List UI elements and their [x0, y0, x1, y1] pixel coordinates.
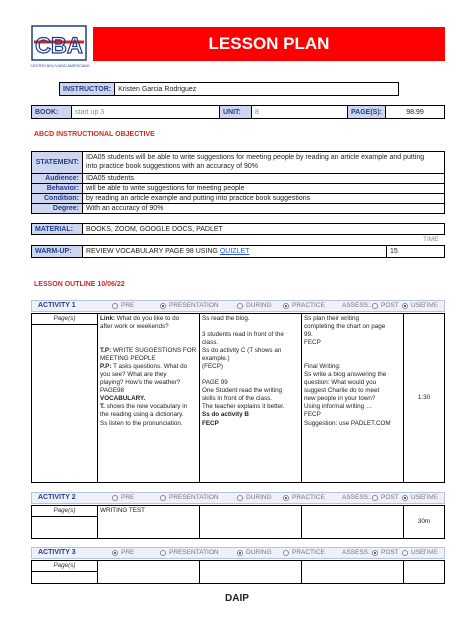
radio-checked-icon: [372, 550, 378, 556]
warmup-value[interactable]: [83, 246, 387, 258]
activity-3-pre[interactable]: PRE: [112, 549, 134, 556]
radio-icon: [112, 303, 118, 309]
activity-3-use[interactable]: USE: [402, 549, 424, 556]
outline-heading: LESSON OUTLINE 10/06/22: [34, 281, 125, 288]
activity-2-assess: ASSESS.:: [342, 494, 372, 501]
activity-3-practice-cell[interactable]: [200, 561, 302, 584]
activity-2-presentation[interactable]: PRESENTATION: [160, 494, 219, 501]
activity-3-grid: [31, 560, 445, 584]
radio-icon: [372, 303, 378, 309]
instructor-value[interactable]: Kristen Garcia Rodriguez: [115, 83, 399, 96]
activity-3-presentation-cell[interactable]: [98, 561, 200, 584]
activity-2-time[interactable]: 30m: [404, 506, 445, 539]
audience-label: Audience:: [32, 173, 83, 183]
activity-text-line: FECP: [304, 411, 321, 419]
activity-text-line: [202, 371, 299, 379]
activity-text-line: Ss do activity B: [202, 411, 249, 419]
activity-1-presentation-cell[interactable]: [98, 314, 200, 483]
radio-icon: [112, 495, 118, 501]
statement-value[interactable]: [83, 152, 445, 174]
activity-1-use[interactable]: USE: [402, 302, 424, 309]
activity-text-line: 3 students read in front of the: [202, 331, 284, 339]
statement-label: STATEMENT:: [32, 152, 83, 174]
activity-1-use-text: [304, 315, 401, 428]
activity-text-line: completing the chart on page: [304, 323, 386, 331]
book-label: BOOK:: [32, 106, 72, 119]
activity-1-time[interactable]: 1:30: [404, 314, 445, 483]
activity-text-line: MEETING PEOPLE: [100, 355, 156, 363]
activity-2-during[interactable]: DURING: [237, 494, 272, 501]
activity-1-practice-cell[interactable]: [200, 314, 302, 483]
pages-value[interactable]: 98.99: [385, 106, 444, 119]
activity-text-line: One Student read the writing: [202, 387, 283, 395]
radio-icon: [402, 550, 408, 556]
activity-3-post[interactable]: POST: [372, 549, 399, 556]
activity-2-practice-cell[interactable]: [200, 506, 302, 539]
activity-1-time-header: TIME: [422, 302, 438, 309]
activity-text-line: Ss read the blog.: [202, 315, 250, 322]
svg-text:CBA: CBA: [35, 33, 83, 58]
activity-1-presentation[interactable]: PRESENTATION: [160, 302, 219, 309]
activity-text-line: skills in front of the class.: [202, 395, 272, 403]
behavior-value[interactable]: will be able to write suggestions for meeting people: [83, 183, 445, 193]
radio-icon: [237, 303, 243, 309]
activity-3-header: [31, 547, 445, 559]
material-value[interactable]: BOOKS, ZOOM, GOOGLE DOCS, PADLET: [83, 224, 445, 235]
activity-2-post[interactable]: POST: [372, 494, 399, 501]
activity-text-line: class.: [202, 339, 219, 347]
activity-text-line: [304, 355, 401, 363]
activity-text-line: new people in your town?: [304, 395, 376, 403]
objective-heading: ABCD INSTRUCTIONAL OBJECTIVE: [34, 131, 155, 138]
activity-3-practice[interactable]: PRACTICE: [283, 549, 325, 556]
activity-text-line: P.P: T asks questions. What do: [100, 363, 188, 371]
activity-1-header: [31, 300, 445, 312]
condition-label: Condition:: [32, 193, 83, 203]
activity-text-line: [202, 323, 299, 331]
behavior-label: Behavior:: [32, 183, 83, 193]
activity-text-line: [304, 347, 401, 355]
footer-daip: DAIP: [225, 593, 249, 604]
activity-text-line: T. shows the new vocabulary in: [100, 403, 188, 411]
activity-2-presentation-text: [100, 507, 197, 515]
radio-checked-icon: [160, 303, 166, 309]
activity-text-line: Ss do activity C (T shows an: [202, 347, 282, 355]
condition-value[interactable]: by reading an article example and putting into practice book suggestions: [83, 193, 445, 203]
warmup-label: WARM-UP:: [32, 246, 83, 258]
activity-1-practice-text: [202, 315, 299, 428]
activity-text-line: FECP: [202, 419, 219, 427]
activity-text-line: the reading using a dictionary.: [100, 411, 184, 419]
cba-logo-graphic: [30, 22, 88, 64]
activity-text-line: playing? How's the weather?: [100, 379, 181, 387]
activity-1-post[interactable]: POST: [372, 302, 399, 309]
book-value[interactable]: start up 3: [72, 106, 220, 119]
activity-2-header: [31, 492, 445, 504]
radio-checked-icon: [402, 495, 408, 501]
activity-2-time-header: TIME: [422, 494, 438, 501]
activity-text-line: Link: What do you like to do: [100, 315, 180, 322]
unit-label: UNIT:: [220, 106, 252, 119]
radio-checked-icon: [402, 303, 408, 309]
activity-text-line: (FECP): [202, 363, 223, 371]
activity-2-practice[interactable]: PRACTICE: [283, 494, 325, 501]
activity-3-assess: ASSESS.:: [342, 549, 372, 556]
activity-text-line: suggest Charlie do to meet: [304, 387, 380, 395]
activity-1-during[interactable]: DURING: [237, 302, 272, 309]
activity-text-line: [100, 331, 197, 339]
warmup-table: [31, 245, 445, 258]
activity-2-pages-value[interactable]: [32, 517, 98, 539]
activity-3-time[interactable]: [404, 561, 445, 584]
activity-text-line: The teacher explains it better.: [202, 403, 285, 411]
activity-text-line: question: What would you: [304, 379, 377, 387]
book-table: [31, 105, 445, 119]
activity-text-line: PAGE 99: [202, 379, 228, 387]
radio-checked-icon: [112, 550, 118, 556]
activity-text-line: you see? What are they: [100, 371, 167, 379]
cba-logo: [30, 22, 88, 64]
warmup-text: REVIEW VOCABULARY PAGE 98 USING: [86, 248, 220, 255]
statement-line-2: into practice book suggestions with an accuracy of 90%: [86, 163, 258, 171]
activity-text-line: Final Writing:: [304, 363, 341, 371]
radio-checked-icon: [237, 550, 243, 556]
activity-2-grid: [31, 505, 445, 539]
activity-text-line: example.): [202, 355, 230, 363]
radio-checked-icon: [283, 303, 289, 309]
activity-1-pre[interactable]: PRE: [112, 302, 134, 309]
activity-1-assess: ASSESS.:: [342, 302, 372, 309]
material-table: [31, 223, 445, 235]
activity-2-pages-label: Page(s): [32, 506, 98, 517]
activity-text-line: FECP: [304, 339, 321, 347]
activity-text-line: WRITING TEST: [100, 507, 146, 514]
page-title: LESSON PLAN: [93, 27, 445, 61]
activity-text-line: after work or weekends?: [100, 323, 169, 331]
unit-value[interactable]: 8: [252, 106, 348, 119]
activity-1-pages-label: Page(s): [32, 314, 98, 325]
activity-3-pages-label: Page(s): [32, 561, 98, 572]
radio-icon: [160, 495, 166, 501]
activity-1-title: ACTIVITY 1: [38, 302, 76, 309]
radio-icon: [237, 495, 243, 501]
activity-1-presentation-text: [100, 315, 197, 428]
instructor-label: INSTRUCTOR:: [60, 83, 115, 96]
activity-2-use[interactable]: USE: [402, 494, 424, 501]
material-label: MATERIAL:: [32, 224, 83, 235]
activity-1-grid: [31, 313, 445, 483]
activity-1-pages-value[interactable]: [32, 325, 98, 483]
warmup-time-header: TIME: [423, 236, 439, 243]
activity-text-line: PAGE98: [100, 387, 125, 395]
instructor-table: [59, 82, 399, 96]
radio-icon: [372, 495, 378, 501]
objective-table: [31, 151, 445, 214]
activity-text-line: Ss write a blog answering the: [304, 371, 387, 379]
activity-text-line: Ss plan their writing: [304, 315, 359, 322]
activity-3-pages-value[interactable]: [32, 572, 98, 584]
statement-line-1: IDA05 students will be able to write suggestions for meeting people by reading an article example and putting: [86, 154, 425, 161]
pages-label: PAGE(S):: [348, 106, 386, 119]
activity-text-line: T.P: WRITE SUGGESTIONS FOR: [100, 347, 197, 355]
activity-3-presentation[interactable]: PRESENTATION: [160, 549, 219, 556]
activity-2-title: ACTIVITY 2: [38, 494, 76, 501]
quizlet-link[interactable]: QUIZLET: [219, 248, 250, 255]
radio-checked-icon: [283, 495, 289, 501]
activity-2-presentation-cell[interactable]: [98, 506, 200, 539]
activity-text-line: Using informal writing …: [304, 403, 373, 411]
radio-icon: [160, 550, 166, 556]
activity-2-pre[interactable]: PRE: [112, 494, 134, 501]
logo-caption: CENTRO BOLIVIANO AMERICANO: [30, 64, 90, 68]
activity-3-use-cell[interactable]: [302, 561, 404, 584]
activity-1-practice[interactable]: PRACTICE: [283, 302, 325, 309]
warmup-time[interactable]: 15: [387, 246, 445, 258]
activity-text-line: [100, 339, 197, 347]
activity-text-line: VOCABULARY.: [100, 395, 146, 403]
activity-text-line: 99.: [304, 331, 313, 339]
activity-text-line: Ss listen to the pronunciation.: [100, 419, 183, 427]
degree-label: Degree:: [32, 203, 83, 213]
activity-3-title: ACTIVITY 3: [38, 549, 76, 556]
activity-text-line: Suggestion: use PADLET.COM: [304, 419, 391, 427]
activity-3-time-header: TIME: [422, 549, 438, 556]
activity-3-during[interactable]: DURING: [237, 549, 272, 556]
degree-value[interactable]: With an accuracy of 90%: [83, 203, 445, 213]
radio-icon: [283, 550, 289, 556]
activity-1-use-cell[interactable]: [302, 314, 404, 483]
audience-value[interactable]: IDA05 students: [83, 173, 445, 183]
activity-2-use-cell[interactable]: [302, 506, 404, 539]
